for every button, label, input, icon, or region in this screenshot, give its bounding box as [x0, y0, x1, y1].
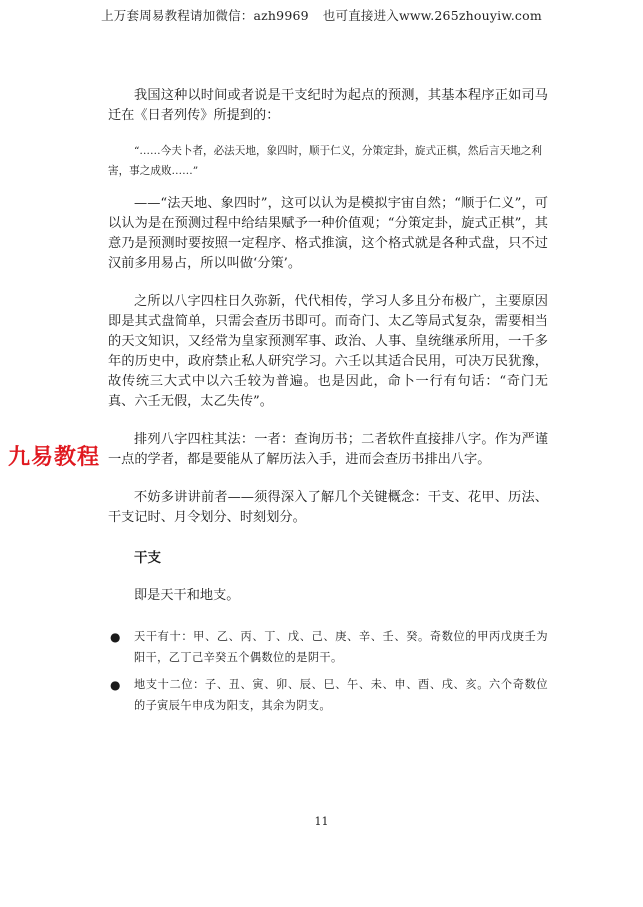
paragraph-concepts: 不妨多讲讲前者——须得深入了解几个关键概念：干支、花甲、历法、干支记时、月令划分、时刻划分。 [108, 490, 548, 525]
list-item-text: 地支十二位：子、丑、寅、卯、辰、巳、午、未、申、酉、戌、亥。六个奇数位的子寅辰午申戌为阳支，其余为阴支。 [134, 678, 548, 712]
header-website-link[interactable]: 也可直接进入www.265zhouyiw.com [322, 8, 542, 23]
bullet-icon: ● [110, 630, 121, 644]
watermark-logo: 九易教程 [8, 445, 101, 470]
header-wechat-text: 上万套周易教程请加微信：azh9969 [101, 8, 309, 23]
section-definition: 即是天干和地支。 [134, 588, 240, 603]
page-number: 11 [314, 815, 329, 828]
paragraph-explanation: ——“法天地、象四时”，这可以认为是模拟宇宙自然；“顺于仁义”，可以认为是在预测过程中给结果赋予一种价值观；“分策定卦，旋式正棋”，其意乃是预测时要按照一定程序、格式推演，这个格式就是各种式盘，只不过汉前多用易占，所以叫做‘分策’。 [108, 196, 548, 271]
list-item [108, 626, 548, 668]
paragraph-methods: 排列八字四柱其法：一者：查询历书；二者软件直接排八字。作为严谨一点的学者，都是要能从了解历法入手，进而会查历书排出八字。 [108, 432, 548, 467]
list-item-text: 天干有十：甲、乙、丙、丁、戊、己、庚、辛、壬、癸。奇数位的甲丙戊庚壬为阳干，乙丁己辛癸五个偶数位的是阴干。 [134, 630, 548, 664]
paragraph-intro: 我国这种以时间或者说是干支纪时为起点的预测，其基本程序正如司马迁在《日者列传》所提到的： [108, 88, 548, 123]
page-header [0, 6, 643, 24]
paragraph-bazi-history: 之所以八字四柱日久弥新，代代相传，学习人多且分布极广，主要原因即是其式盘简单，只需会查历书即可。而奇门、太乙等局式复杂，需要相当的天文知识，又经常为皇家预测军事、政治、人事、皇统继承所用，一千多年的历史中，政府禁止私人研究学习。六壬以其适合民用，可决万民犹豫，故传统三大式中以六壬较为普遍。也是因此，命卜一行有句话：“奇门无真、六壬无假，太乙失传”。 [108, 294, 548, 409]
section-heading: 干支 [134, 550, 161, 566]
list-item [108, 674, 548, 716]
classical-quote: “……今夫卜者，必法天地，象四时，顺于仁义，分策定卦，旋式正棋，然后言天地之利害，事之成败……” [108, 145, 542, 177]
bullet-icon: ● [110, 678, 121, 692]
bullet-list [108, 626, 548, 716]
document-body [108, 86, 548, 722]
